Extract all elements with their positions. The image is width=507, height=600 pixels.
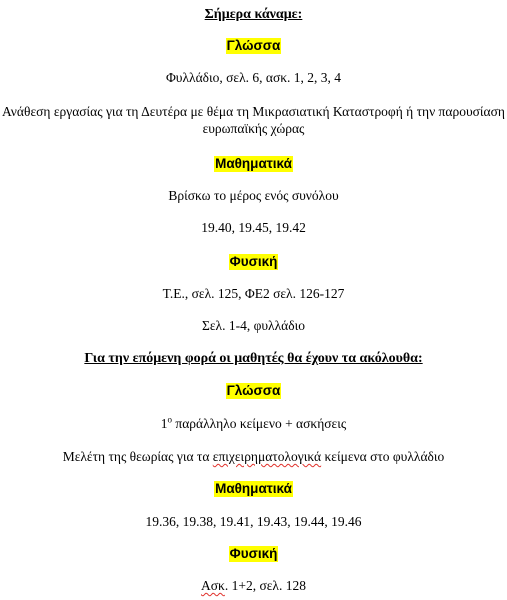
today-language-subject-row [0,38,507,54]
next-physics-subject-row [0,546,507,562]
next-physics-subject: Φυσική [229,546,278,561]
today-math-line2: 19.40, 19.45, 19.42 [201,220,306,235]
today-language-subject: Γλώσσα [226,38,281,53]
today-math-subject: Μαθηματικά [215,156,292,171]
spellcheck-word: επιχειρηματολογικά [212,449,322,464]
next-physics-line1 [0,578,507,594]
next-language-line2-end: κείμενα στο φυλλάδιο [321,449,445,464]
spellcheck-abbreviation: Ασκ [201,578,225,593]
next-heading: Για την επόμενη φορά οι μαθητές θα έχουν τα ακόλουθα: [84,351,423,366]
today-physics-subject: Φυσική [229,254,278,269]
today-physics-line1: Τ.Ε., σελ. 125, ΦΕ2 σελ. 126-127 [162,286,345,301]
today-math-line1: Βρίσκω το μέρος ενός συνόλου [168,188,339,203]
today-physics-subject-row [0,254,507,270]
next-language-subject-row [0,383,507,399]
next-physics-line1-rest: . 1+2, σελ. 128 [224,578,306,593]
next-language-line1-text: παράλληλο κείμενο + ασκήσεις [172,416,347,431]
next-math-line1: 19.36, 19.38, 19.41, 19.43, 19.44, 19.46 [145,514,362,529]
ordinal-number: 1 [160,416,168,431]
today-heading: Σήμερα κάναμε: [204,7,303,22]
today-language-line1: Φυλλάδιο, σελ. 6, ασκ. 1, 2, 3, 4 [165,70,342,85]
next-language-subject: Γλώσσα [226,383,281,398]
today-language-line2: Ανάθεση εργασίας για τη Δευτέρα με θέμα τη Μικρασιατική Καταστροφή ή την παρουσίαση ευρωπαϊκής χώρας [2,104,505,136]
next-language-line2 [0,449,507,465]
next-math-subject-row [0,481,507,497]
next-language-line2-start: Μελέτη της θεωρίας για τα [62,449,213,464]
today-physics-line2: Σελ. 1-4, φυλλάδιο [202,318,305,333]
ordinal-suffix: ο [167,414,173,425]
today-math-subject-row [0,156,507,172]
next-language-line1 [0,416,507,432]
next-math-subject: Μαθηματικά [215,481,292,496]
